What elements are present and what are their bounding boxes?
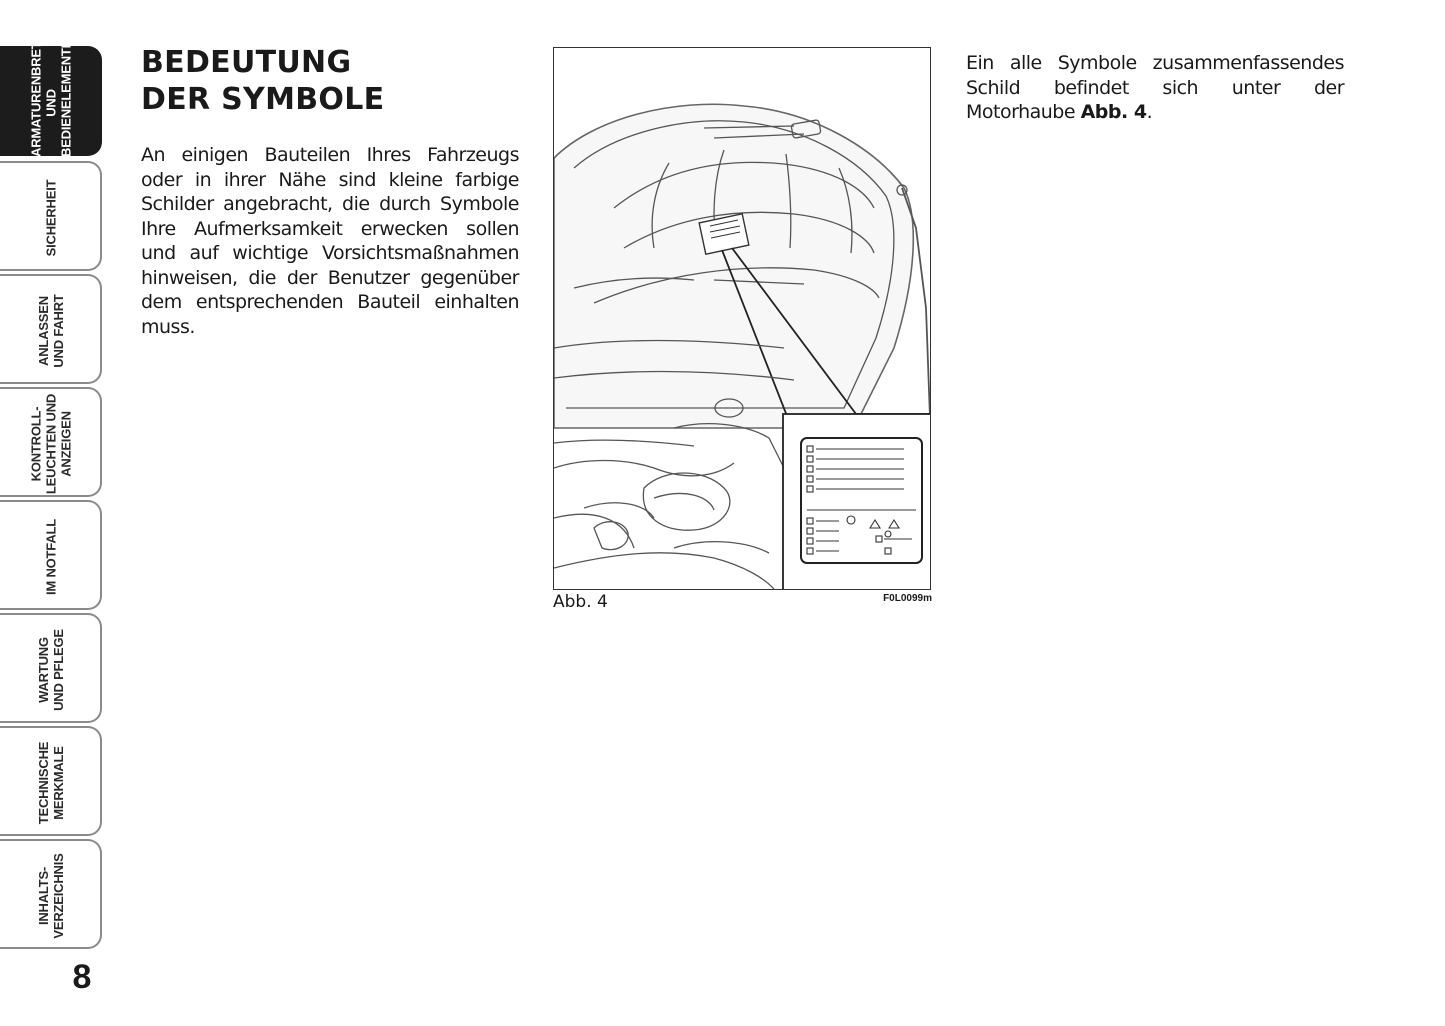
page-number: 8 bbox=[72, 958, 92, 996]
heading-line-2: DER SYMBOLE bbox=[141, 82, 385, 117]
tab-label: ANLASSEN UND FAHRT bbox=[36, 294, 66, 368]
intro-paragraph: An einigen Bauteilen Ihres Fahrzeugs oder in ihrer Nähe sind kleine farbige Schilder angebracht, die durch Symbole Ihre Aufmerksamkeit erwecken sollen und auf wichtige Vorsichtsmaßnahmen hinweisen, die der Benutzer gegenüber dem entsprechenden Bauteil einhalten muss. bbox=[141, 144, 519, 338]
figure-reference-link[interactable]: Abb. 4 bbox=[1080, 101, 1147, 123]
figure-code: F0L0099m bbox=[883, 593, 932, 604]
tab-label: INHALTS- VERZEICHNIS bbox=[36, 853, 66, 939]
tab-sicherheit[interactable] bbox=[0, 161, 102, 271]
tab-anlassen[interactable] bbox=[0, 274, 102, 384]
tab-wartung[interactable] bbox=[0, 613, 102, 723]
tab-label: IM NOTFALL bbox=[43, 519, 59, 595]
right-text-main: Ein alle Symbole zusammenfassendes Schild befindet sich unter der Motorhaube bbox=[966, 52, 1344, 123]
tab-im-notfall[interactable] bbox=[0, 500, 102, 610]
section-heading bbox=[141, 44, 384, 118]
tab-label: TECHNISCHE MERKMALE bbox=[36, 741, 66, 825]
tab-label: WARTUNG UND PFLEGE bbox=[36, 629, 66, 711]
tab-inhaltsverzeichnis[interactable] bbox=[0, 839, 102, 949]
heading-line-1: BEDEUTUNG bbox=[141, 45, 352, 80]
tab-label: SICHERHEIT bbox=[43, 179, 59, 257]
right-paragraph bbox=[966, 51, 1344, 125]
right-text-end: . bbox=[1146, 101, 1153, 123]
tab-label: ARMATURENBRETT UND BEDIENELEMENTE bbox=[28, 33, 74, 157]
figure-engine-hood bbox=[553, 47, 931, 590]
engine-hood-label-illustration bbox=[554, 48, 930, 589]
tab-kontrollleuchten[interactable] bbox=[0, 387, 102, 497]
figure-caption: Abb. 4 bbox=[553, 592, 608, 612]
tab-technische-merkmale[interactable] bbox=[0, 726, 102, 836]
tab-label: KONTROLL- LEUCHTEN UND ANZEIGEN bbox=[28, 393, 74, 495]
tab-armaturenbrett[interactable] bbox=[0, 33, 102, 157]
